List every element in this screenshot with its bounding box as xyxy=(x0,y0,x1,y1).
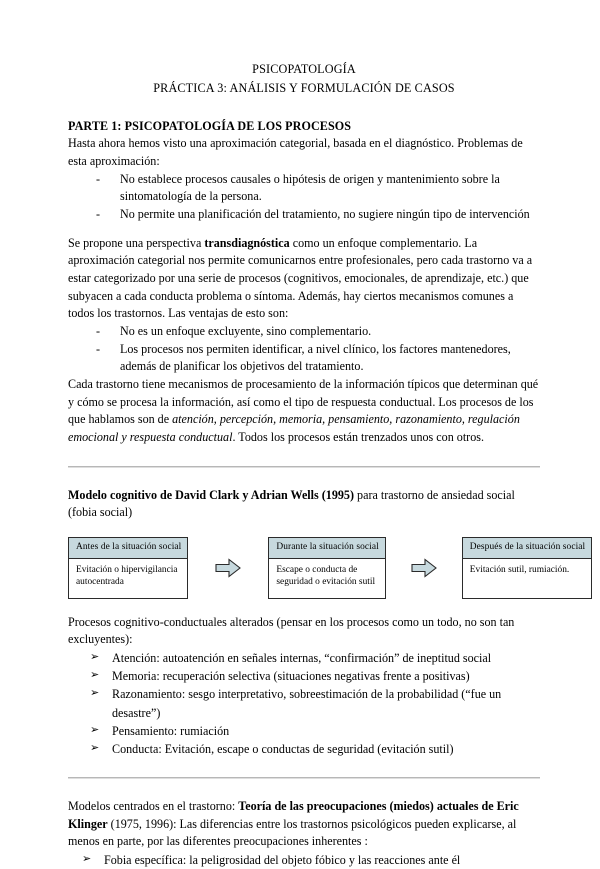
flow-box-durante-body: Escape o conducta de seguridad o evitación sutil xyxy=(276,564,376,587)
list-item: - No establece procesos causales o hipótesis de origen y mantenimiento sobre la sintomatología de la persona. xyxy=(90,171,540,206)
klinger-items-list xyxy=(68,851,540,869)
transdiagnostic-keyword: transdiagnóstica xyxy=(204,235,290,250)
processes-paragraph xyxy=(68,376,540,447)
processes-list-italic: atención, percepción, memoria, pensamiento, razonamiento, regulación emocional y respuesta conductual xyxy=(68,412,520,444)
spacer xyxy=(68,468,540,487)
flow-box-durante-header: Durante la situación social xyxy=(269,538,384,559)
part1-problems-list xyxy=(68,171,540,224)
part1-heading: PARTE 1: PSICOPATOLOGÍA DE LOS PROCESOS xyxy=(68,118,352,133)
transdiagnostic-paragraph xyxy=(68,235,540,323)
list-item: ➢ Conducta: Evitación, escape o conductas de seguridad (evitación sutil) xyxy=(90,740,540,758)
flow-box-antes-header: Antes de la situación social xyxy=(69,538,187,559)
transdiagnostic-text-after: como un enfoque complementario. La aproximación categorial nos permite comunicarnos entre profesionales, pero cada trastorno va a estar categorizado por una serie de procesos (cognitivos, emocionales, de aprendizaje, etc.) que subyacen a cada conducta problema o síntoma. Además, hay ciertos mecanismos comunes a todos los trastornos. Las ventajas de esto son: xyxy=(68,235,533,321)
part1-advantages-list xyxy=(68,323,540,376)
list-item: ➢ Atención: autoatención en señales internas, “confirmación” de ineptitud social xyxy=(90,649,540,667)
processes-text-before: Cada trastorno tiene mecanismos de procesamiento de la información típicos que determinan qué y cómo se procesa la información, así como el tipo de respuesta conductual. Los procesos de los que hablamos son de xyxy=(68,376,539,427)
clark-wells-flow-diagram xyxy=(68,537,586,599)
klinger-text-after: (1975, 1996): Las diferencias entre los trastornos psicológicos pueden explicarse, al menos en parte, por las diferentes preocupaciones inherentes : xyxy=(68,816,517,849)
document-title: PSICOPATOLOGÍA xyxy=(252,62,356,76)
processes-text-after: . Todos los procesos están trenzados unos con otros. xyxy=(232,429,484,444)
spacer xyxy=(68,758,540,777)
spacer xyxy=(68,779,540,798)
list-item: - No permite una planificación del tratamiento, no sugiere ningún tipo de intervención xyxy=(90,206,540,224)
arrow-right-icon-1 xyxy=(214,557,242,579)
spacer xyxy=(68,224,540,235)
clark-wells-model-name: Modelo cognitivo de David Clark y Adrian Wells (1995) xyxy=(68,487,355,502)
document-subtitle: PRÁCTICA 3: ANÁLISIS Y FORMULACIÓN DE CASOS xyxy=(153,80,455,95)
altered-processes-intro: Procesos cognitivo-conductuales alterados (pensar en los procesos como un todo, no son tan excluyentes): xyxy=(68,614,515,647)
clark-wells-heading xyxy=(68,487,540,522)
flow-box-durante xyxy=(268,537,385,599)
flow-box-antes xyxy=(68,537,188,599)
flow-box-despues-header: Después de la situación social xyxy=(463,538,591,559)
spacer xyxy=(68,599,540,614)
transdiagnostic-text-before: Se propone una perspectiva xyxy=(68,235,205,250)
klinger-text-before: Modelos centrados en el trastorno: xyxy=(68,798,239,813)
flow-box-antes-body: Evitación o hipervigilancia autocentrada xyxy=(76,564,178,587)
list-item: ➢ Memoria: recuperación selectiva (situaciones negativas frente a positivas) xyxy=(90,667,540,685)
list-item: ➢ Fobia específica: la peligrosidad del objeto fóbico y las reacciones ante él xyxy=(82,851,540,869)
part1-intro-paragraph: Hasta ahora hemos visto una aproximación categorial, basada en el diagnóstico. Problemas de esta aproximación: xyxy=(68,136,523,168)
spacer xyxy=(68,522,540,537)
list-item: ➢ Razonamiento: sesgo interpretativo, sobreestimación de la probabilidad (“fue un desastre”) xyxy=(90,685,540,721)
flow-box-despues xyxy=(462,537,592,599)
spacer xyxy=(68,447,540,466)
clark-wells-heading-rest: para trastorno de ansiedad social (fobia social) xyxy=(68,487,515,520)
document-header xyxy=(68,60,540,98)
klinger-intro-paragraph xyxy=(68,798,540,851)
list-item: - Los procesos nos permiten identificar, a nivel clínico, los factores mantenedores, además de planificar los objetivos del tratamiento. xyxy=(90,341,540,376)
altered-processes-list xyxy=(68,649,540,758)
flow-box-despues-body: Evitación sutil, rumiación. xyxy=(469,564,570,575)
klinger-theory-name: Teoría de las preocupaciones (miedos) actuales de Eric Klinger xyxy=(68,798,519,831)
list-item: ➢ Pensamiento: rumiación xyxy=(90,722,540,740)
arrow-right-icon-2 xyxy=(410,557,438,579)
list-item: - No es un enfoque excluyente, sino complementario. xyxy=(90,323,540,341)
